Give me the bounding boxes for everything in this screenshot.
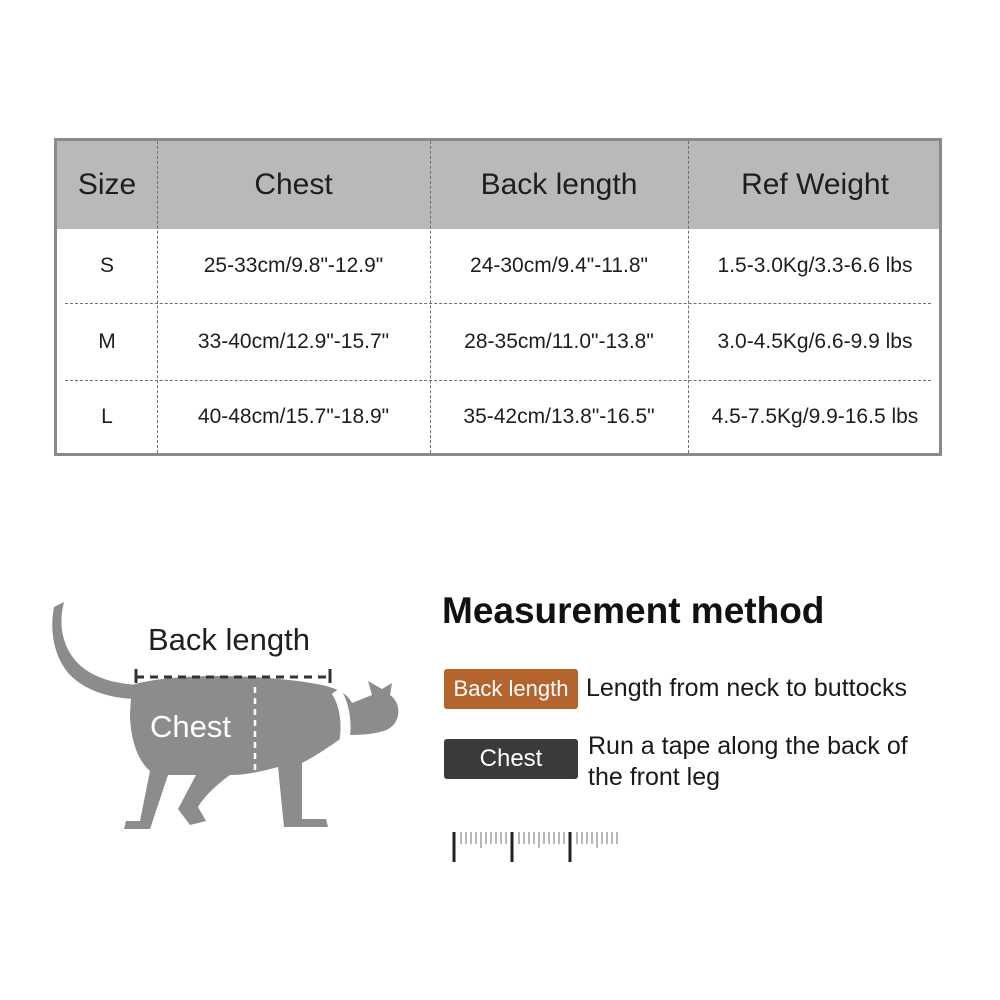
back-length-badge: Back length <box>444 669 578 709</box>
ref-weight-cell: 3.0-4.5Kg/6.6-9.9 lbs <box>717 329 913 353</box>
header-size: Size <box>77 168 137 201</box>
header-ref-weight: Ref Weight <box>741 168 889 201</box>
back-length-cell: 28-35cm/11.0"-13.8" <box>464 329 654 353</box>
back-length-cell: 24-30cm/9.4"-11.8" <box>470 254 648 277</box>
cat-illustration <box>40 585 440 855</box>
back-length-label: Back length <box>148 622 310 657</box>
size-cell: L <box>101 405 113 428</box>
chest-description: Run a tape along the back of the front leg <box>588 732 908 791</box>
size-cell: S <box>99 254 114 277</box>
measuring-tape-icon <box>450 826 622 866</box>
size-table <box>54 138 942 456</box>
header-chest: Chest <box>254 168 333 201</box>
back-length-cell: 35-42cm/13.8"-16.5" <box>463 405 655 428</box>
chest-cell: 40-48cm/15.7"-18.9" <box>197 405 390 428</box>
ref-weight-cell: 4.5-7.5Kg/9.9-16.5 lbs <box>711 405 919 428</box>
chest-cell: 33-40cm/12.9"-15.7" <box>197 329 390 353</box>
ref-weight-cell: 1.5-3.0Kg/3.3-6.6 lbs <box>717 254 913 277</box>
method-title: Measurement method <box>442 590 825 631</box>
chest-cell: 25-33cm/9.8"-12.9" <box>203 254 384 277</box>
chest-label: Chest <box>150 709 231 744</box>
back-length-description: Length from neck to buttocks <box>586 674 908 702</box>
size-cell: M <box>98 329 116 353</box>
header-back-length: Back length <box>480 168 638 201</box>
chest-badge: Chest <box>444 739 578 779</box>
